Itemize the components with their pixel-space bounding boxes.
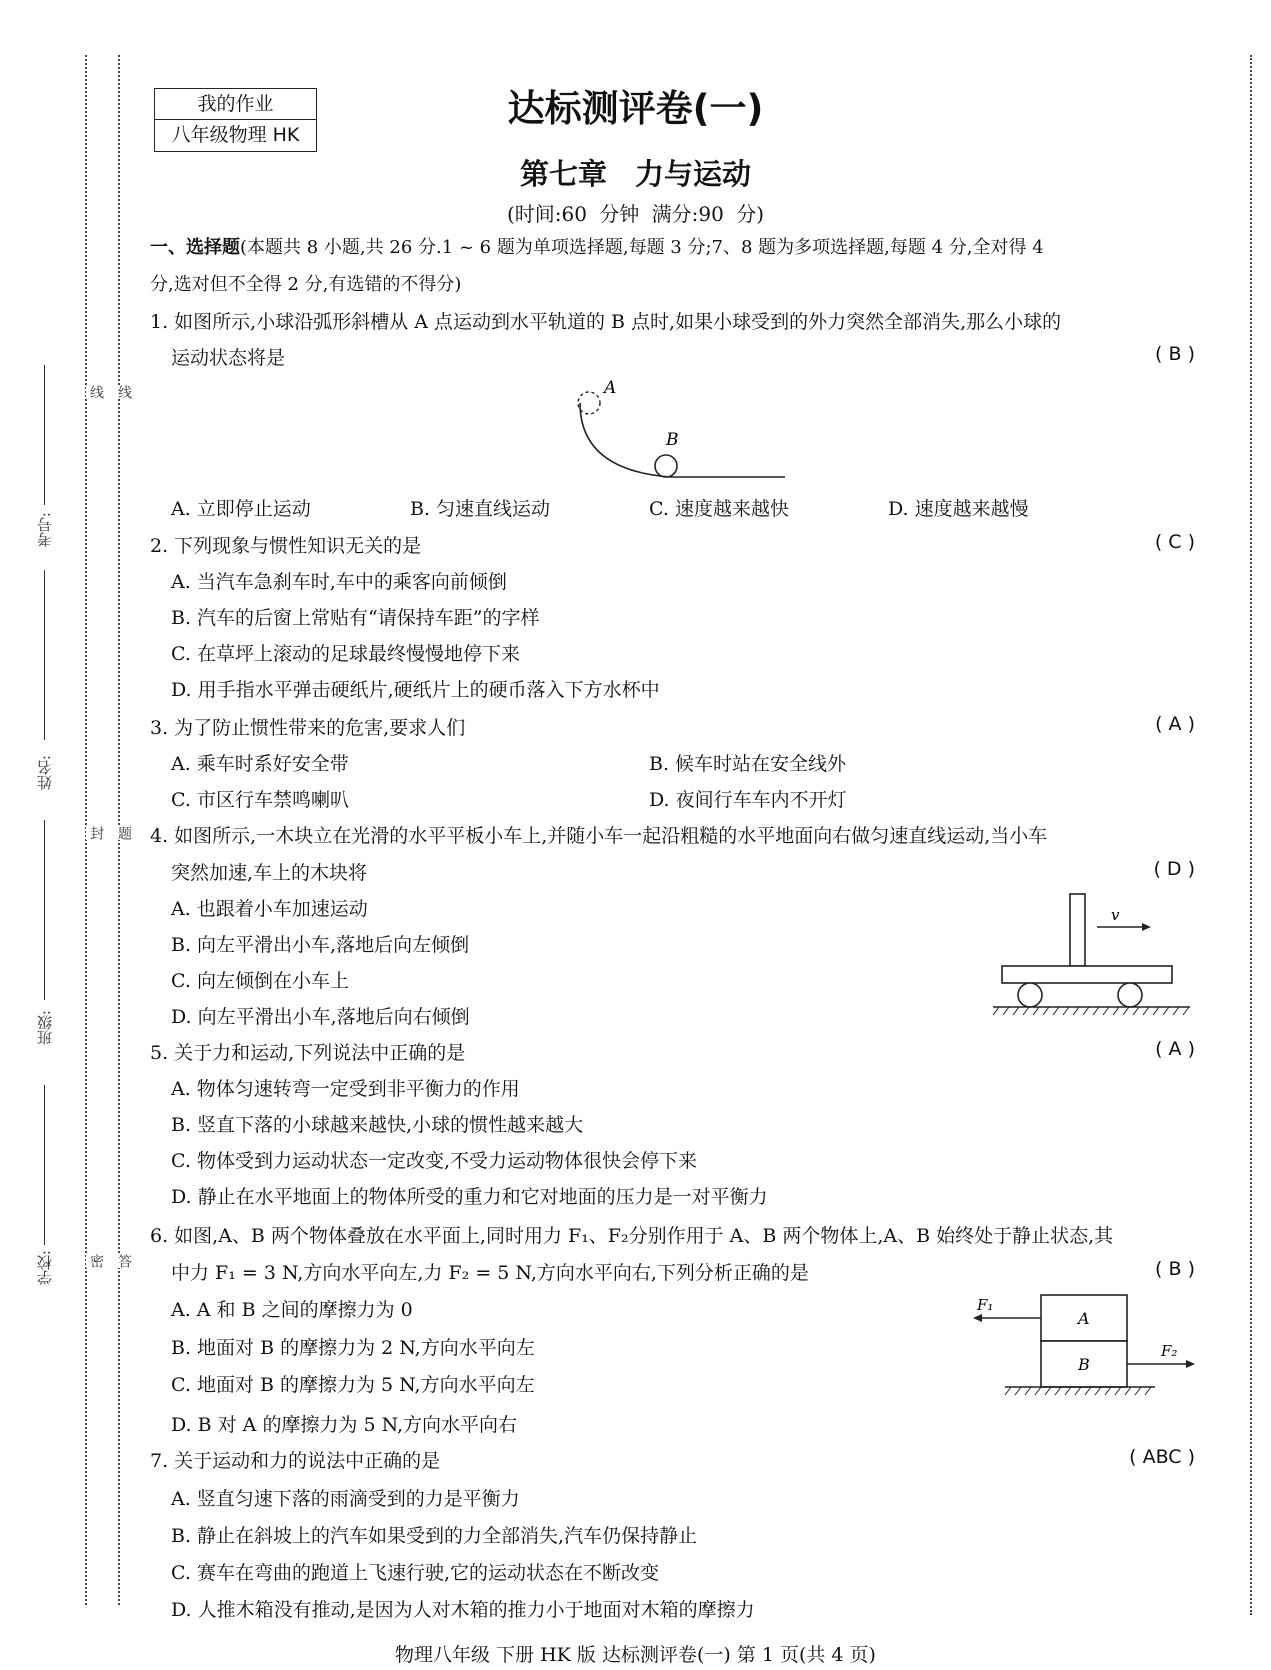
q3-stem: 3. 为了防止惯性带来的危害,要求人们 xyxy=(150,717,466,739)
q5-option-d: D. 静止在水平地面上的物体所受的重力和它对地面的压力是一对平衡力 xyxy=(171,1186,768,1208)
page-title: 达标测评卷(一) xyxy=(507,87,764,130)
q1-answer: ( B ) xyxy=(1155,343,1195,365)
q6-fig-f2-label: F₂ xyxy=(1161,1342,1178,1360)
q2-option-b: B. 汽车的后窗上常贴有“请保持车距”的字样 xyxy=(171,607,540,629)
q6-stem-line2: 中力 F₁ = 3 N,方向水平向左,力 F₂ = 5 N,方向水平向右,下列分析正确的是 xyxy=(171,1262,809,1284)
q1-option-c: C. 速度越来越快 xyxy=(649,498,789,520)
q4-figure-cart xyxy=(985,890,1195,1020)
q3-option-c: C. 市区行车禁鸣喇叭 xyxy=(171,789,349,811)
name-blank xyxy=(44,570,45,740)
q2-option-a: A. 当汽车急刹车时,车中的乘客向前倾倒 xyxy=(171,571,507,593)
q7-option-a: A. 竖直匀速下落的雨滴受到的力是平衡力 xyxy=(171,1488,520,1510)
class-label: 班级: xyxy=(36,1010,54,1046)
q6-fig-block-a-label: A xyxy=(1078,1309,1090,1328)
q3-option-b: B. 候车时站在安全线外 xyxy=(649,753,847,775)
margin-inner-bottom-char: 答 xyxy=(116,1254,132,1268)
q4-stem-line2: 突然加速,车上的木块将 xyxy=(171,862,368,884)
q2-option-d: D. 用手指水平弹击硬纸片,硬纸片上的硬币落入下方水杯中 xyxy=(171,679,660,701)
q6-figure-blocks xyxy=(965,1290,1205,1410)
margin-secret-char: 密 xyxy=(88,1254,104,1268)
q4-option-d: D. 向左平滑出小车,落地后向右倾倒 xyxy=(171,1006,470,1028)
q5-option-a: A. 物体匀速转弯一定受到非平衡力的作用 xyxy=(171,1078,520,1100)
q4-option-a: A. 也跟着小车加速运动 xyxy=(171,898,368,920)
q5-stem: 5. 关于力和运动,下列说法中正确的是 xyxy=(150,1042,466,1064)
section-instr1: (本题共 8 小题,共 26 分.1 ~ 6 题为单项选择题,每题 3 分;7、8 题为多项选择题,每题 4 分,全对得 4 xyxy=(240,237,1044,258)
q4-option-b: B. 向左平滑出小车,落地后向左倾倒 xyxy=(171,934,470,956)
q4-stem-line1: 4. 如图所示,一木块立在光滑的水平平板小车上,并随小车一起沿粗糙的水平地面向右做匀速直线运动,当小车 xyxy=(150,825,1048,847)
right-dotted-border xyxy=(1250,55,1252,1615)
q1-fig-label-a: A xyxy=(604,378,617,398)
q3-option-a: A. 乘车时系好安全带 xyxy=(171,753,349,775)
q7-answer: ( ABC ) xyxy=(1129,1446,1195,1468)
q1-option-d: D. 速度越来越慢 xyxy=(888,498,1029,520)
q3-answer: ( A ) xyxy=(1155,713,1195,735)
q4-option-c: C. 向左倾倒在小车上 xyxy=(171,970,349,992)
exam-no-blank xyxy=(44,365,45,505)
margin-seal-char: 封 xyxy=(88,826,104,840)
q5-option-c: C. 物体受到力运动状态一定改变,不受力运动物体很快会停下来 xyxy=(171,1150,697,1172)
q7-option-d: D. 人推木箱没有推动,是因为人对木箱的推力小于地面对木箱的摩擦力 xyxy=(171,1599,755,1621)
q6-option-a: A. A 和 B 之间的摩擦力为 0 xyxy=(171,1299,413,1321)
exam-no-label: 考号: xyxy=(36,512,54,548)
q6-answer: ( B ) xyxy=(1155,1258,1195,1280)
badge-line1: 我的作业 xyxy=(197,93,274,115)
q1-stem-line1: 1. 如图所示,小球沿弧形斜槽从 A 点运动到水平轨道的 B 点时,如果小球受到的外力突然全部消失,那么小球的 xyxy=(150,311,1062,333)
q6-option-b: B. 地面对 B 的摩擦力为 2 N,方向水平向左 xyxy=(171,1337,535,1359)
badge-line2: 八年级物理 HK xyxy=(155,119,316,150)
q6-option-d: D. B 对 A 的摩擦力为 5 N,方向水平向右 xyxy=(171,1414,518,1436)
q6-fig-f1-label: F₁ xyxy=(977,1296,994,1314)
q1-stem-line2: 运动状态将是 xyxy=(171,347,286,369)
name-label: 姓名: xyxy=(36,755,54,791)
q4-answer: ( D ) xyxy=(1153,858,1195,880)
q3-option-d: D. 夜间行车车内不开灯 xyxy=(649,789,847,811)
margin-line-char: 线 xyxy=(88,385,104,399)
q6-option-c: C. 地面对 B 的摩擦力为 5 N,方向水平向左 xyxy=(171,1374,535,1396)
q7-option-c: C. 赛车在弯曲的跑道上飞速行驶,它的运动状态在不断改变 xyxy=(171,1562,659,1584)
time-info: (时间:60 分钟 满分:90 分) xyxy=(506,202,765,226)
q1-fig-label-b: B xyxy=(666,430,679,450)
section-label: 一、选择题 xyxy=(150,237,240,258)
q7-option-b: B. 静止在斜坡上的汽车如果受到的力全部消失,汽车仍保持静止 xyxy=(171,1525,698,1547)
chapter-title: 第七章 力与运动 xyxy=(519,157,752,191)
q2-answer: ( C ) xyxy=(1154,531,1195,553)
margin-inner-top-char: 线 xyxy=(116,385,132,399)
q1-option-a: A. 立即停止运动 xyxy=(171,498,311,520)
section-instructions-line2: 分,选对但不全得 2 分,有选错的不得分) xyxy=(150,274,462,295)
q7-stem: 7. 关于运动和力的说法中正确的是 xyxy=(150,1450,441,1472)
q6-stem-line1: 6. 如图,A、B 两个物体叠放在水平面上,同时用力 F₁、F₂分别作用于 A、B 两个物体上,A、B 始终处于静止状态,其 xyxy=(150,1225,1114,1247)
class-blank xyxy=(44,820,45,1000)
q2-option-c: C. 在草坪上滚动的足球最终慢慢地停下来 xyxy=(171,643,520,665)
school-blank xyxy=(44,1085,45,1245)
q4-fig-velocity-label: v xyxy=(1111,906,1120,924)
margin-inner-mid-char: 题 xyxy=(116,826,132,840)
q1-option-b: B. 匀速直线运动 xyxy=(410,498,551,520)
q1-figure-slope xyxy=(560,375,800,490)
q5-option-b: B. 竖直下落的小球越来越快,小球的惯性越来越大 xyxy=(171,1114,584,1136)
school-label: 学校: xyxy=(36,1250,54,1286)
section-instructions-line1 xyxy=(150,233,1044,259)
q5-answer: ( A ) xyxy=(1155,1038,1195,1060)
page-footer: 物理八年级 下册 HK 版 达标测评卷(一) 第 1 页(共 4 页) xyxy=(395,1644,876,1666)
q6-fig-block-b-label: B xyxy=(1078,1355,1090,1374)
q2-stem: 2. 下列现象与惯性知识无关的是 xyxy=(150,535,422,557)
